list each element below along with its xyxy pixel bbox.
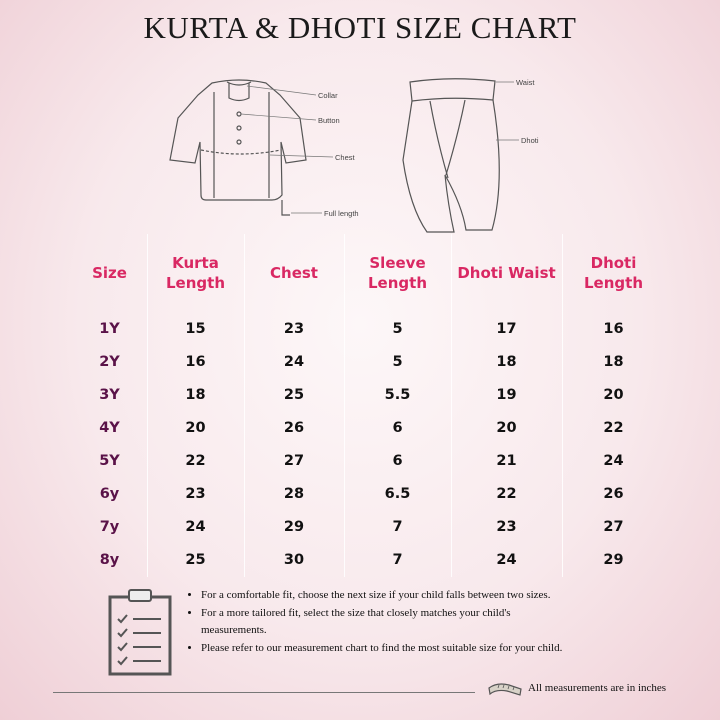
kurta-length-cell: 23 [185,485,206,502]
header-dhoti-waist: Dhoti Waist [457,264,556,282]
size-cell: 8y [99,551,120,568]
dhoti-waist-cell: 23 [496,518,517,535]
chest-cell: 27 [283,452,305,469]
sleeve-length-cell: 5 [392,353,403,370]
garment-diagram [0,0,720,240]
size-cell: 2Y [99,353,120,370]
dhoti-waist-cell: 22 [496,485,517,502]
dhoti-icon [403,79,499,232]
dhoti-length-cell: 20 [603,386,624,403]
kurta-length-cell: 25 [185,551,206,568]
sleeve-length-cell: 7 [392,551,403,568]
chest-label: Chest [335,153,355,162]
collar-label: Collar [318,91,338,100]
kurta-length-cell: 20 [185,419,206,436]
measurement-unit-note: All measurements are in inches [528,682,667,694]
dhoti-waist-cell: 24 [496,551,517,568]
kurta-length-cell: 16 [185,353,206,370]
table-row [72,378,665,411]
dhoti-length-cell: 16 [603,320,624,337]
size-cell: 5Y [99,452,120,469]
chest-cell: 30 [283,551,305,568]
kurta-length-cell: 22 [185,452,206,469]
dhoti-waist-cell: 20 [496,419,517,436]
table-row [72,444,665,477]
full-length-label: Full length [324,209,359,218]
divider-line [53,692,475,693]
dhoti-length-cell: 27 [603,518,624,535]
dhoti-length-cell: 26 [603,485,624,502]
header-chest: Chest [270,264,318,282]
kurta-icon [170,80,306,215]
dhoti-length-cell: 18 [603,353,624,370]
header-dhoti-length: Dhoti Length [584,254,643,292]
dhoti-length-cell: 29 [603,551,624,568]
kurta-length-cell: 24 [185,518,206,535]
kurta-length-cell: 15 [185,320,206,337]
chest-cell: 23 [283,320,305,337]
table-header [72,234,665,312]
waist-label: Waist [516,78,535,87]
sleeve-length-cell: 6 [392,419,403,436]
table-row [72,510,665,543]
chest-cell: 29 [283,518,305,535]
chest-cell: 25 [283,386,305,403]
table-row [72,543,665,576]
sleeve-length-cell: 5 [392,320,403,337]
size-cell: 7y [99,518,120,535]
notes-list [190,587,571,658]
sleeve-length-cell: 7 [392,518,403,535]
chest-cell: 28 [283,485,305,502]
sleeve-length-cell: 6.5 [384,485,411,502]
header-sleeve-length: Sleeve Length [368,254,427,292]
header-size: Size [92,264,127,282]
chest-cell: 26 [283,419,305,436]
size-cell: 1Y [99,320,120,337]
dhoti-length-cell: 24 [603,452,624,469]
measuring-tape-icon [487,680,523,700]
chest-cell: 24 [283,353,305,370]
note-item: • For a more tailored fit, select the size that closely matches your child's measurements. [201,605,571,638]
button-label: Button [318,116,340,125]
note-item: • For a comfortable fit, choose the next size if your child falls between two sizes. [201,587,571,604]
sleeve-length-cell: 6 [392,452,403,469]
dhoti-waist-cell: 19 [496,386,517,403]
dhoti-length-cell: 22 [603,419,624,436]
table-row [72,312,665,345]
size-cell: 4Y [99,419,120,436]
dhoti-waist-cell: 17 [496,320,517,337]
table-row [72,477,665,510]
page-title: KURTA & DHOTI SIZE CHART [143,10,577,45]
table-body [72,312,665,576]
size-cell: 3Y [99,386,120,403]
table-row [72,411,665,444]
table-row [72,345,665,378]
size-chart-table [72,234,665,577]
dhoti-waist-cell: 21 [496,452,517,469]
size-cell: 6y [99,485,120,502]
dhoti-label: Dhoti [521,136,539,145]
header-kurta-length: Kurta Length [166,254,225,292]
clipboard-icon [105,587,175,677]
sleeve-length-cell: 5.5 [384,386,411,403]
kurta-length-cell: 18 [185,386,206,403]
note-item: • Please refer to our measurement chart to find the most suitable size for your child. [201,640,571,657]
dhoti-waist-cell: 18 [496,353,517,370]
